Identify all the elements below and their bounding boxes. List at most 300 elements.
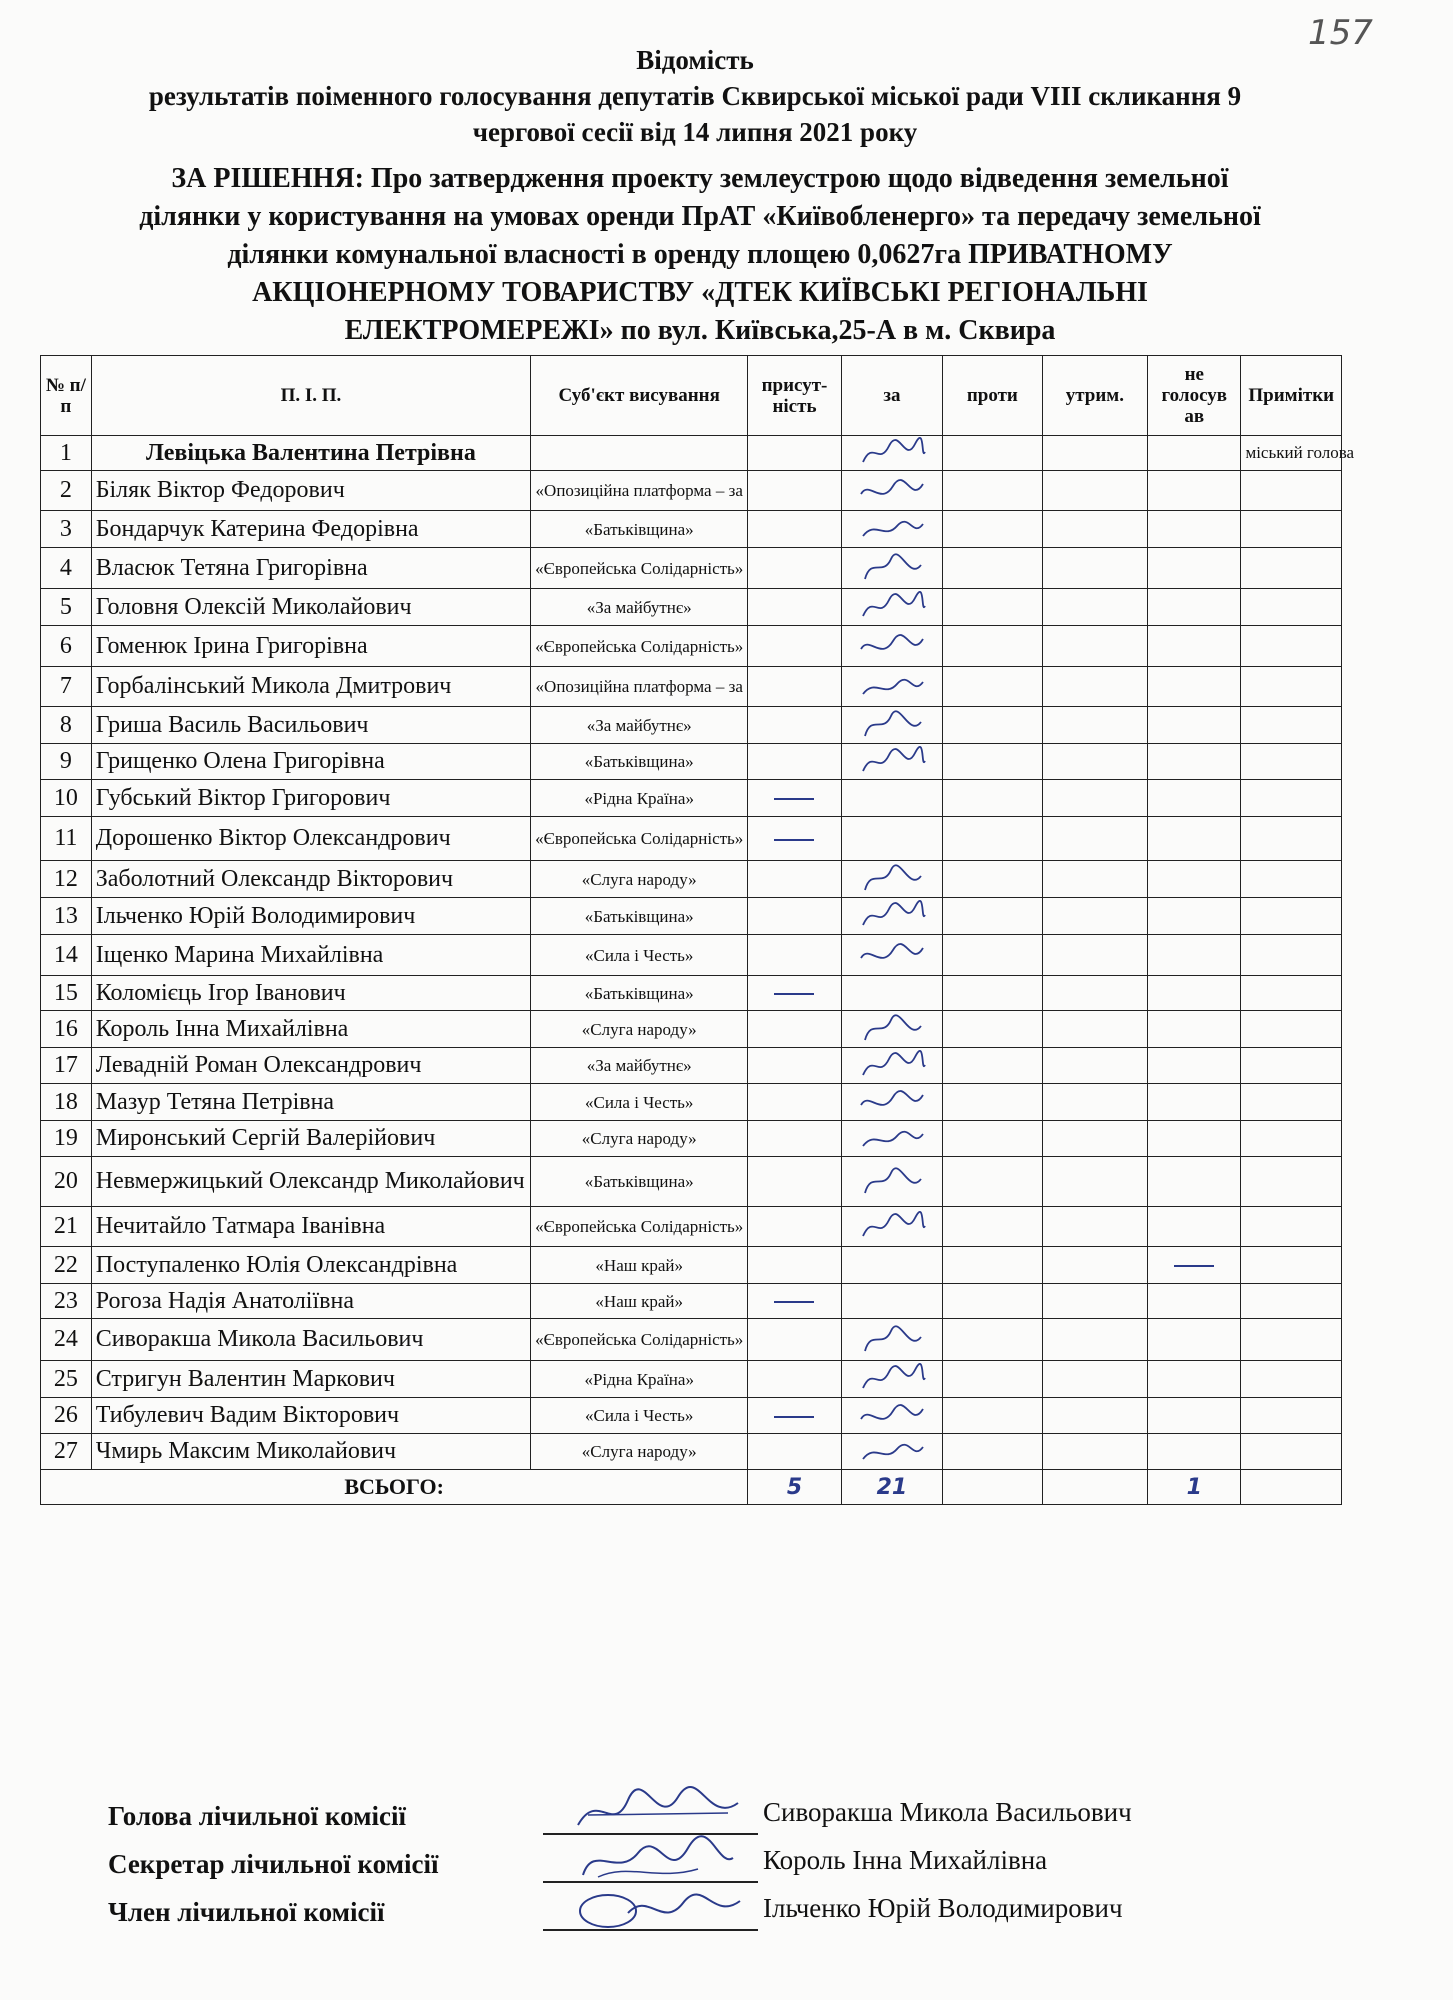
for-cell [841,1319,942,1361]
present-cell [748,898,841,935]
against-cell [943,861,1042,898]
total-note [1241,1470,1342,1505]
signature-icon [859,1212,925,1242]
not-voted-cell [1148,976,1241,1011]
for-cell [841,1121,942,1157]
row-number: 18 [41,1084,92,1121]
row-number: 2 [41,471,92,511]
present-cell [748,626,841,667]
commission-name: Сиворакша Микола Васильович [763,1797,1132,1827]
note-cell [1241,1398,1342,1434]
row-number: 17 [41,1048,92,1084]
against-cell [943,817,1042,861]
for-cell [841,1284,942,1319]
signature-icon [859,747,925,777]
deputy-name: Бондарчук Катерина Федорівна [91,511,530,548]
not-voted-cell [1148,589,1241,626]
abstain-cell [1042,1434,1148,1470]
note-cell [1241,548,1342,589]
deputy-name: Грищенко Олена Григорівна [91,744,530,780]
against-cell [943,976,1042,1011]
row-number: 19 [41,1121,92,1157]
note-cell [1241,817,1342,861]
nominating-party: «Європейська Солідарність» [531,626,748,667]
row-number: 27 [41,1434,92,1470]
table-row [41,817,1342,861]
table-row [41,589,1342,626]
dash-mark-icon [774,798,814,800]
for-cell [841,1247,942,1284]
against-cell [943,436,1042,471]
table-row [41,707,1342,744]
not-voted-cell [1148,1398,1241,1434]
present-cell [748,935,841,976]
nominating-party: «Наш край» [531,1284,748,1319]
total-label: ВСЬОГО: [41,1470,748,1505]
for-cell [841,1048,942,1084]
present-cell [748,1084,841,1121]
nominating-party: «Слуга народу» [531,1434,748,1470]
present-cell [748,511,841,548]
signature-icon [859,1401,925,1431]
for-cell [841,1207,942,1247]
signature-icon [859,1325,925,1355]
note-cell [1241,1048,1342,1084]
against-cell [943,1157,1042,1207]
table-row [41,1247,1342,1284]
present-cell [748,861,841,898]
signature-icon [859,864,925,894]
signature-icon [859,1124,925,1154]
note-cell [1241,589,1342,626]
deputy-name: Гоменюк Ірина Григорівна [91,626,530,667]
table-row [41,976,1342,1011]
document-subtitle-line1: результатів поіменного голосування депутатів Сквирської міської ради VIII скликання 9 [148,81,1242,111]
abstain-cell [1042,589,1148,626]
for-cell [841,1361,942,1398]
row-number: 6 [41,626,92,667]
abstain-cell [1042,1398,1148,1434]
against-cell [943,511,1042,548]
not-voted-cell [1148,1121,1241,1157]
for-cell [841,1434,942,1470]
deputy-name: Губський Віктор Григорович [91,780,530,817]
against-cell [943,1011,1042,1048]
deputy-name: Поступаленко Юлія Олександрівна [91,1247,530,1284]
abstain-cell [1042,1207,1148,1247]
voting-table [40,355,1355,1505]
abstain-cell [1042,626,1148,667]
for-cell [841,817,942,861]
table-row [41,1157,1342,1207]
signature-icon [859,901,925,931]
row-number: 16 [41,1011,92,1048]
not-voted-cell [1148,744,1241,780]
not-voted-cell [1148,626,1241,667]
abstain-cell [1042,817,1148,861]
table-row [41,935,1342,976]
abstain-cell [1042,861,1148,898]
deputy-name: Невмержицький Олександр Миколайович [91,1157,530,1207]
abstain-cell [1042,1284,1148,1319]
present-cell [748,1319,841,1361]
abstain-cell [1042,1011,1148,1048]
signature-icon [859,1167,925,1197]
abstain-cell [1042,1157,1148,1207]
decision-line1: ЗА РІШЕННЯ: Про затвердження проекту землеустрою щодо відведення земельної [171,163,1229,194]
total-row [41,1470,1342,1505]
against-cell [943,935,1042,976]
nominating-party: «Рідна Країна» [531,780,748,817]
signature-icon [859,592,925,622]
for-cell [841,667,942,707]
row-number: 20 [41,1157,92,1207]
decision-line5: ЕЛЕКТРОМЕРЕЖІ» по вул. Київська,25-А в м. Сквира [344,315,1056,346]
deputy-name: Ільченко Юрій Володимирович [91,898,530,935]
for-cell [841,548,942,589]
not-voted-cell [1148,861,1241,898]
against-cell [943,1084,1042,1121]
table-row [41,626,1342,667]
nominating-party [531,436,748,471]
commission-role: Член лічильної комісії [108,1897,385,1927]
deputy-name: Коломієць Ігор Іванович [91,976,530,1011]
for-cell [841,626,942,667]
table-row [41,898,1342,935]
deputy-name: Король Інна Михайлівна [91,1011,530,1048]
note-cell [1241,861,1342,898]
present-cell [748,1284,841,1319]
against-cell [943,780,1042,817]
row-number: 9 [41,744,92,780]
note-cell [1241,667,1342,707]
present-cell [748,1048,841,1084]
deputy-name: Власюк Тетяна Григорівна [91,548,530,589]
against-cell [943,898,1042,935]
signature-icon [859,553,925,583]
for-cell [841,1398,942,1434]
not-voted-cell [1148,1434,1241,1470]
note-cell [1241,1361,1342,1398]
abstain-cell [1042,436,1148,471]
row-number: 24 [41,1319,92,1361]
signature-icon [568,1833,748,1888]
header-not-voted: не голосув ав [1148,356,1241,436]
row-number: 11 [41,817,92,861]
note-cell [1241,1247,1342,1284]
for-cell [841,861,942,898]
abstain-cell [1042,1319,1148,1361]
header-party: Суб'єкт висування [531,356,748,436]
against-cell [943,1434,1042,1470]
nominating-party: «Слуга народу» [531,1011,748,1048]
note-cell [1241,626,1342,667]
abstain-cell [1042,707,1148,744]
signature-icon [859,1364,925,1394]
signature-icon [859,1437,925,1467]
not-voted-cell [1148,1157,1241,1207]
deputy-name: Іщенко Марина Михайлівна [91,935,530,976]
abstain-cell [1042,511,1148,548]
deputy-name: Заболотний Олександр Вікторович [91,861,530,898]
present-cell [748,436,841,471]
document-title: Відомість [636,45,754,75]
deputy-name: Левадній Роман Олександрович [91,1048,530,1084]
not-voted-cell [1148,707,1241,744]
nominating-party: «Батьківщина» [531,976,748,1011]
note-cell: міський голова [1241,436,1342,471]
row-number: 22 [41,1247,92,1284]
commission-name: Король Інна Михайлівна [763,1845,1048,1875]
present-cell [748,1121,841,1157]
not-voted-cell [1148,667,1241,707]
abstain-cell [1042,1121,1148,1157]
nominating-party: «Слуга народу» [531,861,748,898]
present-cell [748,780,841,817]
header-present: присут-ність [748,356,841,436]
deputy-name: Левіцька Валентина Петрівна [91,436,530,471]
header-against: проти [943,356,1042,436]
nominating-party: «Наш край» [531,1247,748,1284]
signature-line [543,1929,758,1931]
total-abstain [1042,1470,1148,1505]
row-number: 25 [41,1361,92,1398]
against-cell [943,548,1042,589]
not-voted-cell [1148,1247,1241,1284]
abstain-cell [1042,548,1148,589]
present-cell [748,1207,841,1247]
deputy-name: Тибулевич Вадим Вікторович [91,1398,530,1434]
row-number: 12 [41,861,92,898]
commission-name: Ільченко Юрій Володимирович [763,1893,1123,1923]
present-cell [748,976,841,1011]
header-num: № п/п [41,356,92,436]
present-cell [748,707,841,744]
row-number: 14 [41,935,92,976]
against-cell [943,744,1042,780]
row-number: 1 [41,436,92,471]
signature-icon [859,476,925,506]
nominating-party: «Сила і Честь» [531,935,748,976]
decision-text [60,160,1340,350]
nominating-party: «Європейська Солідарність» [531,817,748,861]
against-cell [943,1398,1042,1434]
table-row [41,861,1342,898]
row-number: 3 [41,511,92,548]
not-voted-cell [1148,1011,1241,1048]
note-cell [1241,976,1342,1011]
note-cell [1241,1157,1342,1207]
nominating-party: «Батьківщина» [531,1157,748,1207]
nominating-party: «Батьківщина» [531,898,748,935]
document-header [30,42,1360,150]
present-cell [748,744,841,780]
nominating-party: «За майбутнє» [531,589,748,626]
commission-role: Голова лічильної комісії [108,1801,406,1831]
against-cell [943,1247,1042,1284]
for-cell [841,898,942,935]
signature-icon [859,1014,925,1044]
for-cell [841,1084,942,1121]
table-row [41,548,1342,589]
table-row [41,1048,1342,1084]
table-row [41,1121,1342,1157]
deputy-name: Чмирь Максим Миколайович [91,1434,530,1470]
against-cell [943,471,1042,511]
header-for: за [841,356,942,436]
abstain-cell [1042,1247,1148,1284]
table-row [41,1284,1342,1319]
for-cell [841,780,942,817]
header-note: Примітки [1241,356,1342,436]
table-row [41,780,1342,817]
not-voted-cell [1148,780,1241,817]
note-cell [1241,707,1342,744]
nominating-party: «Європейська Солідарність» [531,548,748,589]
nominating-party: «Батьківщина» [531,744,748,780]
svg-text:157: 157 [1308,13,1373,53]
for-cell [841,436,942,471]
abstain-cell [1042,1361,1148,1398]
for-cell [841,1011,942,1048]
nominating-party: «Опозиційна платформа – за [531,667,748,707]
against-cell [943,589,1042,626]
header-name: П. І. П. [91,356,530,436]
for-cell [841,744,942,780]
present-cell [748,589,841,626]
not-voted-cell [1148,548,1241,589]
note-cell [1241,780,1342,817]
total-present: 5 [748,1470,841,1505]
against-cell [943,667,1042,707]
document-subtitle-line2: чергової сесії від 14 липня 2021 року [472,117,918,147]
decision-line4: АКЦІОНЕРНОМУ ТОВАРИСТВУ «ДТЕК КИЇВСЬКІ РЕГІОНАЛЬНІ [252,277,1148,308]
row-number: 8 [41,707,92,744]
present-cell [748,471,841,511]
commission-row [108,1891,1308,1939]
not-voted-cell [1148,1207,1241,1247]
abstain-cell [1042,935,1148,976]
not-voted-cell [1148,471,1241,511]
table-row [41,1319,1342,1361]
decision-line3: ділянки комунальної власності в оренду площею 0,0627га ПРИВАТНОМУ [227,239,1173,270]
row-number: 21 [41,1207,92,1247]
deputy-name: Миронський Сергій Валерійович [91,1121,530,1157]
against-cell [943,626,1042,667]
for-cell [841,589,942,626]
present-cell [748,817,841,861]
nominating-party: «За майбутнє» [531,1048,748,1084]
dash-mark-icon [774,1416,814,1418]
commission-role: Секретар лічильної комісії [108,1849,439,1879]
table-row [41,1011,1342,1048]
nominating-party: «Європейська Солідарність» [531,1319,748,1361]
note-cell [1241,1284,1342,1319]
table-row [41,1361,1342,1398]
table-row [41,1084,1342,1121]
present-cell [748,1247,841,1284]
abstain-cell [1042,667,1148,707]
row-number: 5 [41,589,92,626]
abstain-cell [1042,898,1148,935]
note-cell [1241,471,1342,511]
table-row [41,1434,1342,1470]
nominating-party: «Сила і Честь» [531,1398,748,1434]
dash-mark-icon [774,993,814,995]
signature-icon [568,1881,748,1936]
note-cell [1241,1434,1342,1470]
not-voted-cell [1148,817,1241,861]
row-number: 15 [41,976,92,1011]
row-number: 4 [41,548,92,589]
dash-mark-icon [1174,1265,1214,1267]
abstain-cell [1042,471,1148,511]
deputy-name: Стригун Валентин Маркович [91,1361,530,1398]
for-cell [841,707,942,744]
not-voted-cell [1148,1284,1241,1319]
note-cell [1241,1011,1342,1048]
for-cell [841,935,942,976]
not-voted-cell [1148,1319,1241,1361]
table-row [41,511,1342,548]
table-row [41,436,1342,471]
signature-icon [859,672,925,702]
against-cell [943,1284,1042,1319]
dash-mark-icon [774,1301,814,1303]
note-cell [1241,935,1342,976]
for-cell [841,471,942,511]
signature-icon [859,631,925,661]
against-cell [943,707,1042,744]
abstain-cell [1042,1084,1148,1121]
against-cell [943,1048,1042,1084]
for-cell [841,511,942,548]
counting-commission [108,1795,1308,1939]
for-cell [841,1157,942,1207]
table-row [41,744,1342,780]
signature-icon [859,710,925,740]
deputy-name: Біляк Віктор Федорович [91,471,530,511]
table-row [41,471,1342,511]
abstain-cell [1042,780,1148,817]
not-voted-cell [1148,1084,1241,1121]
note-cell [1241,1319,1342,1361]
total-not-voted: 1 [1148,1470,1241,1505]
against-cell [943,1207,1042,1247]
nominating-party: «Слуга народу» [531,1121,748,1157]
deputy-name: Мазур Тетяна Петрівна [91,1084,530,1121]
table-row [41,667,1342,707]
not-voted-cell [1148,898,1241,935]
against-cell [943,1361,1042,1398]
note-cell [1241,744,1342,780]
signature-icon [859,1087,925,1117]
nominating-party: «За майбутнє» [531,707,748,744]
row-number: 23 [41,1284,92,1319]
abstain-cell [1042,744,1148,780]
deputy-name: Головня Олексій Миколайович [91,589,530,626]
nominating-party: «Опозиційна платформа – за [531,471,748,511]
row-number: 13 [41,898,92,935]
signature-icon [859,1051,925,1081]
note-cell [1241,1121,1342,1157]
nominating-party: «Рідна Країна» [531,1361,748,1398]
not-voted-cell [1148,935,1241,976]
header-abstain: утрим. [1042,356,1148,436]
present-cell [748,548,841,589]
row-number: 26 [41,1398,92,1434]
against-cell [943,1319,1042,1361]
